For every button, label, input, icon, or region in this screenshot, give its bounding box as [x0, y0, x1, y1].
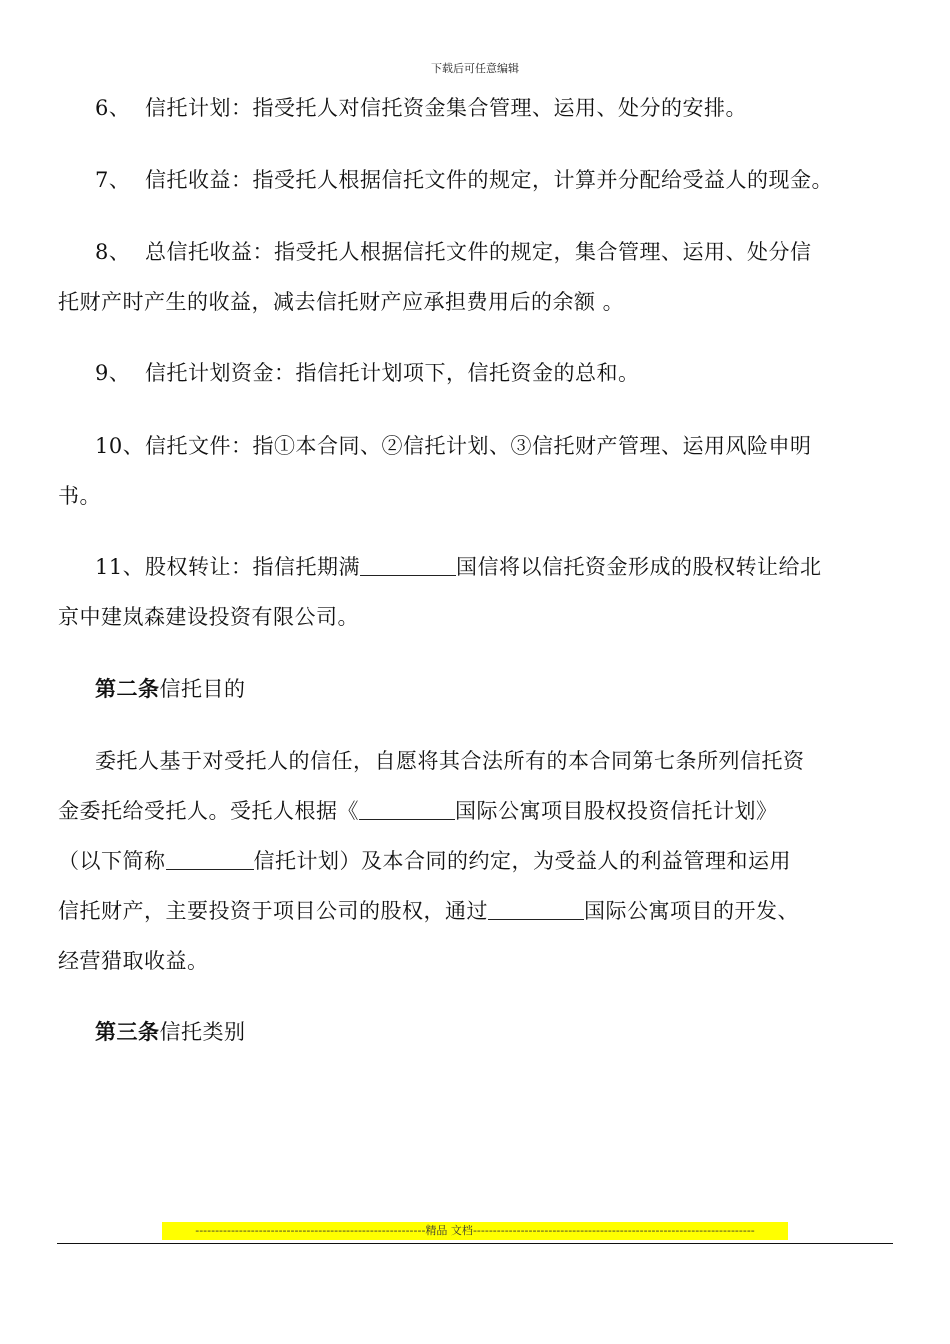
- paragraph-text: 国际公寓项目的开发、: [584, 899, 799, 923]
- item-number: 8、: [95, 240, 131, 264]
- footer-label: 精品 文档: [425, 1224, 473, 1237]
- section-2-paragraph-line-4: [58, 895, 799, 925]
- list-item-8-continuation: 托财产时产生的收益，减去信托财产应承担费用后的余额 。: [58, 290, 625, 314]
- paragraph-text: 国际公寓项目股权投资信托计划》: [455, 799, 778, 823]
- list-item-9: [95, 357, 640, 387]
- blank-underline: [488, 897, 584, 920]
- paragraph-text: 信托财产，主要投资于项目公司的股权，通过: [58, 899, 488, 923]
- footer-banner: [162, 1222, 788, 1240]
- section-title: 信托类别: [159, 1020, 246, 1044]
- item-text: 信托文件：指①本合同、②信托计划、③信托财产管理、运用风险申明: [145, 434, 812, 458]
- list-item-11: [95, 551, 822, 581]
- list-item-6: [95, 92, 747, 122]
- footer-divider: [57, 1243, 893, 1244]
- section-3-heading: [95, 1016, 246, 1046]
- item-text: 国信将以信托资金形成的股权转让给北: [456, 555, 822, 579]
- section-2-paragraph-line-3: [58, 845, 791, 875]
- list-item-11-continuation: 京中建岚森建设投资有限公司。: [58, 605, 359, 629]
- item-number: 7、: [95, 168, 131, 192]
- blank-underline: [360, 553, 456, 576]
- item-text: 股权转让：指信托期满: [145, 555, 360, 579]
- blank-underline: [166, 847, 254, 870]
- section-number: 第二条: [95, 676, 160, 701]
- item-number: 6、: [95, 96, 131, 120]
- footer-dashes-left: ----------------------------------------------------------: [195, 1224, 426, 1237]
- blank-underline: [359, 797, 455, 820]
- footer-dashes-right: -----------------------------------------------------------------------: [472, 1224, 755, 1237]
- item-number: 11、: [95, 555, 145, 579]
- item-number: 9、: [95, 361, 131, 385]
- section-2-paragraph-line-1: 委托人基于对受托人的信任，自愿将其合法所有的本合同第七条所列信托资: [95, 749, 805, 773]
- list-item-8: [95, 236, 812, 266]
- section-2-paragraph-line-5: 经营猎取收益。: [58, 949, 209, 973]
- header-note: 下载后可任意编辑: [431, 62, 519, 75]
- section-2-heading: [95, 673, 246, 703]
- item-text: 信托收益：指受托人根据信托文件的规定，计算并分配给受益人的现金。: [145, 168, 833, 192]
- item-text: 总信托收益：指受托人根据信托文件的规定，集合管理、运用、处分信: [145, 240, 812, 264]
- section-2-paragraph-line-2: [58, 795, 778, 825]
- list-item-10-continuation: 书。: [58, 484, 101, 508]
- item-number: 10、: [95, 434, 145, 458]
- section-number: 第三条: [95, 1019, 160, 1044]
- list-item-10: [95, 430, 812, 460]
- item-text: 信托计划：指受托人对信托资金集合管理、运用、处分的安排。: [145, 96, 747, 120]
- paragraph-text: （以下简称: [58, 849, 166, 873]
- paragraph-text: 信托计划）及本合同的约定，为受益人的利益管理和运用: [253, 849, 791, 873]
- paragraph-text: 金委托给受托人。受托人根据《: [58, 799, 359, 823]
- item-text: 信托计划资金：指信托计划项下，信托资金的总和。: [145, 361, 640, 385]
- section-title: 信托目的: [159, 677, 246, 701]
- list-item-7: [95, 164, 833, 194]
